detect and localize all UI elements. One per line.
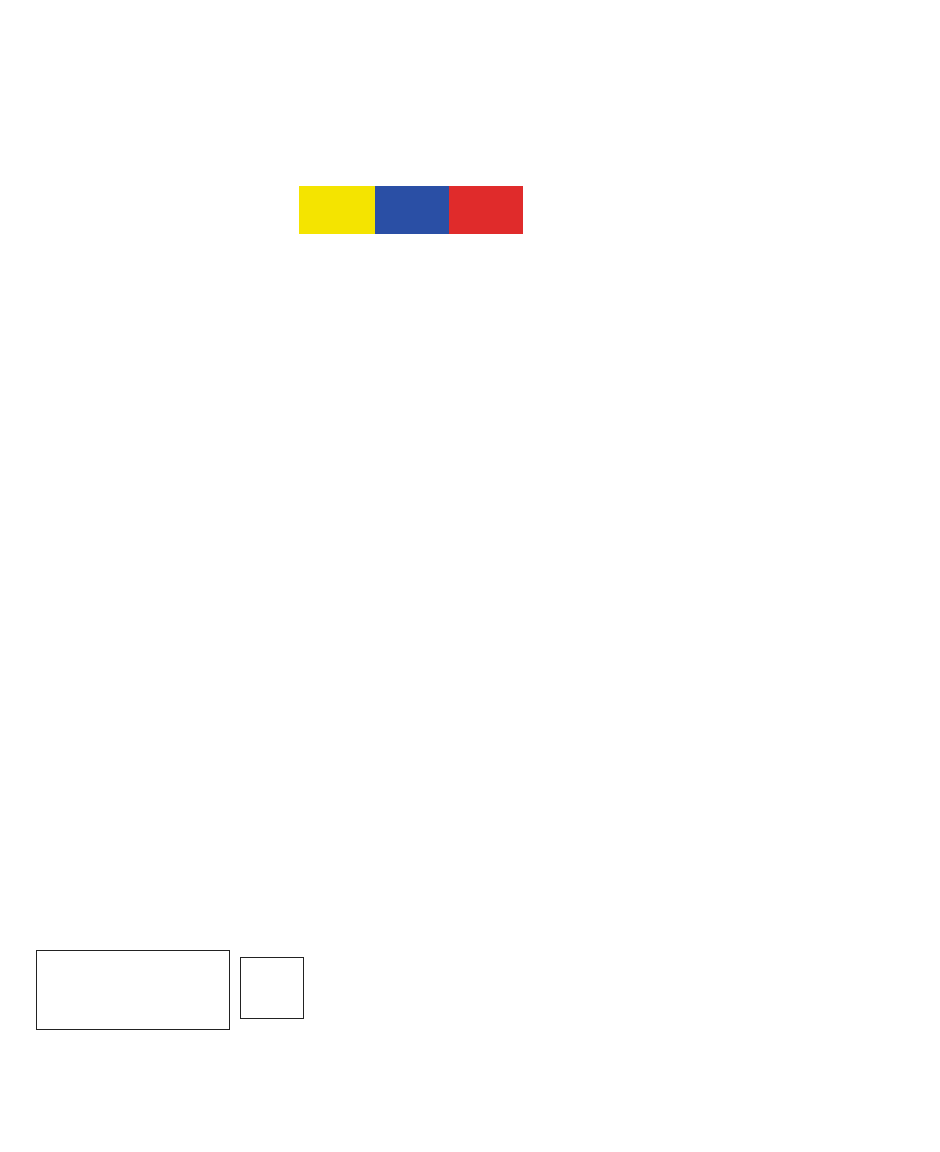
scorecard xyxy=(14,0,930,1140)
yellow-yards-header xyxy=(299,193,375,210)
course-hcap-label xyxy=(610,9,676,26)
tee-note xyxy=(746,7,930,24)
hcap-index-label xyxy=(544,9,606,26)
marker-score-header xyxy=(16,195,96,212)
front9-rating-box xyxy=(36,950,230,1030)
stableford-box[interactable] xyxy=(240,957,304,1019)
points-header xyxy=(808,180,882,216)
playing-hcap-label xyxy=(678,9,744,26)
front9-si-header xyxy=(882,184,926,212)
red-yards-header xyxy=(449,193,523,210)
blue-yards-header xyxy=(375,193,449,210)
